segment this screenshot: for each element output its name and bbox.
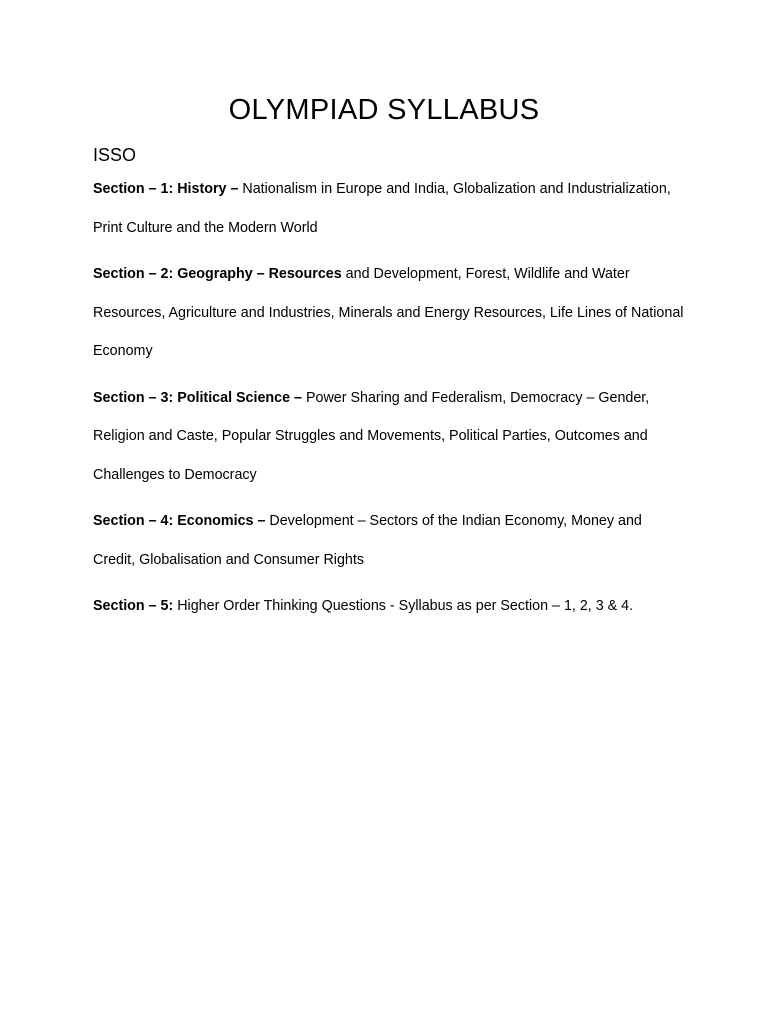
- section-2-label: Section – 2: Geography – Resources: [93, 266, 342, 282]
- section-5: [93, 587, 685, 626]
- section-4: [93, 502, 685, 579]
- document-subtitle: ISSO: [93, 145, 137, 165]
- section-4-text: Development – Sectors of the Indian Economy, Money and Credit, Globalisation and Consumer Rights: [93, 513, 642, 568]
- section-2-text: and Development, Forest, Wildlife and Water Resources, Agriculture and Industries, Minerals and Energy Resources, Life Lines of National Economy: [93, 266, 684, 359]
- section-3-label: Section – 3: Political Science –: [93, 389, 302, 406]
- section-5-text: Higher Order Thinking Questions - Syllabus as per Section – 1, 2, 3 & 4.: [173, 598, 634, 614]
- section-5-label: Section – 5:: [93, 598, 174, 614]
- section-3-text: Power Sharing and Federalism, Democracy – Gender, Religion and Caste, Popular Struggles and Movements, Political Parties, Outcomes and Challenges to Democracy: [93, 389, 650, 483]
- section-1-label: Section – 1: History –: [93, 181, 239, 197]
- syllabus-sections: [93, 170, 685, 634]
- section-4-label: Section – 4: Economics –: [93, 513, 266, 529]
- section-1: [93, 170, 685, 247]
- section-2: [93, 255, 685, 371]
- section-1-text: Nationalism in Europe and India, Globalization and Industrialization, Print Culture and the Modern World: [93, 181, 671, 236]
- document-title: OLYMPIAD SYLLABUS: [228, 94, 540, 126]
- section-3: [93, 379, 685, 495]
